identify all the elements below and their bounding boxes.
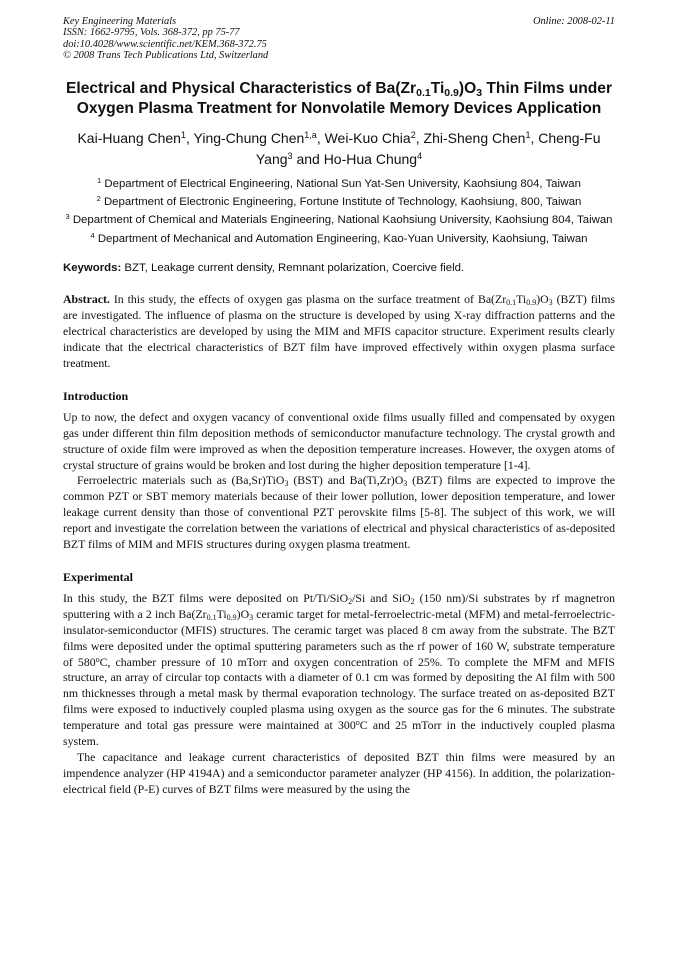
- doi-line: doi:10.4028/www.scientific.net/KEM.368-372.75: [63, 38, 267, 50]
- keywords-label: Keywords:: [63, 262, 122, 275]
- experimental-paragraph: In this study, the BZT films were deposited on Pt/Ti/SiO$_2$/Si and SiO$_2$ (150 nm)/Si substrates by rf magnetron sputtering with a 2 inch $Ba(Zr_{0.1}Ti_{0.9})O_3$ ceramic target for metal-ferroelectric-metal (MFM) and metal-ferroelectric-insulator-semiconductor (MFIS) structures. The ceramic target was placed 8 cm away from the substrate. The BZT films were deposited under the optimal sputtering parameters such as the rf power of 160 W, substrate temperature of 580$^o$C, chamber pressure of 10 mTorr and oxygen concentration of 25%. To complete the MFM and MFIS structure, an array of circular top contacts with a diameter of 0.1 cm was formed by depositing the Al film with 500 nm thicknesses through a metal mask by thermal evaporation technology. The surface treated on as-deposited BZT films were exposed to inductively coupled plasma using oxygen as the source gas for the 6 minutes. The substrate temperature and total gas pressure were maintained at 300$^o$C and 25 mTorr in the inductively coupled plasma system.: [63, 590, 615, 749]
- author-list: Kai-Huang Chen$^1$, Ying-Chung Chen$^{1,a}$, Wei-Kuo Chia$^2$, Zhi-Sheng Chen$^1$, Cheng-Fu Yang$^3$ and Ho-Hua Chung$^4$: [77, 129, 601, 167]
- affiliation: $^2$ Department of Electronic Engineering, Fortune Institute of Technology, Kaohsiung, 800, Taiwan: [96, 194, 582, 209]
- copyright-line: © 2008 Trans Tech Publications Ltd, Switzerland: [63, 50, 269, 62]
- online-date: Online: 2008-02-11: [532, 16, 615, 27]
- issn-line: ISSN: 1662-9795, Vols. 368-372, pp 75-77: [63, 27, 240, 39]
- experimental-heading: Experimental: [63, 569, 133, 584]
- paper-title: Electrical and Physical Characteristics of $Ba(Zr_{0.1}Ti_{0.9})O_3$ Thin Films under Oxygen Plasma Treatment for Nonvolatile Memory Devices Application: [65, 79, 613, 117]
- abstract: Abstract. In this study, the effects of oxygen gas plasma on the surface treatment of $Ba(Zr_{0.1}Ti_{0.9})O_3$ (BZT) films are investigated. The influence of plasma on the structure is developed by using X-ray diffraction patterns and the electrical characteristics are developed by using the MIM and MFIS capacitor structure. Experiment results clearly indicate that the electrical characteristics of BZT film have improved effectively within oxygen plasma surface treatment.: [63, 292, 615, 370]
- affiliation: $^3$ Department of Chemical and Materials Engineering, National Kaohsiung University, Kaohsiung 804, Taiwan: [65, 212, 613, 227]
- experimental-paragraph: The capacitance and leakage current characteristics of deposited BZT thin films were measured by an impendence analyzer (HP 4194A) and a semiconductor parameter analyzer (HP 4156). In addition, the polarization-electrical field (P-E) curves of BZT films were measured by the using the: [63, 750, 615, 796]
- journal-header: [63, 16, 615, 62]
- introduction-paragraph: Up to now, the defect and oxygen vacancy of conventional oxide films usually filled and compensated by oxygen gas under different thin film deposition methods of semiconductor manufacture technology. The crystal growth and structure of oxide film were improved as when the deposition temperature increases. However, the oxygen atoms of crystal structure of grains would be broken and lost during the higher deposition temperature [1-4].: [63, 409, 615, 472]
- introduction-heading: Introduction: [63, 388, 129, 403]
- affiliation: $^1$ Department of Electrical Engineering, National Sun Yat-Sen University, Kaohsiung 804, Taiwan: [97, 175, 581, 190]
- journal-name: Key Engineering Materials: [63, 16, 177, 27]
- affiliation-list: [63, 177, 615, 248]
- introduction-paragraph: Ferroelectric materials such as (Ba,Sr)TiO$_3$ (BST) and $Ba(Ti,Zr)O_3$ (BZT) films are expected to improve the common PZT or SBT memory materials because of their lower pollution, lower deposition temperature, and lower leakage current density than those of conventional PZT perovskite films [5-8]. The subject of this work, we will report and investigate the correlation between the variations of electrical and physical characteristics of as-deposited BZT films of MIM and MFIS structures during oxygen plasma treatment.: [63, 473, 615, 552]
- abstract-label: Abstract.: [63, 292, 110, 307]
- keywords: Keywords: BZT, Leakage current density, Remnant polarization, Coercive field.: [63, 262, 465, 275]
- affiliation: $^4$ Department of Mechanical and Automation Engineering, Kao-Yuan University, Kaohsiung, Taiwan: [90, 230, 588, 245]
